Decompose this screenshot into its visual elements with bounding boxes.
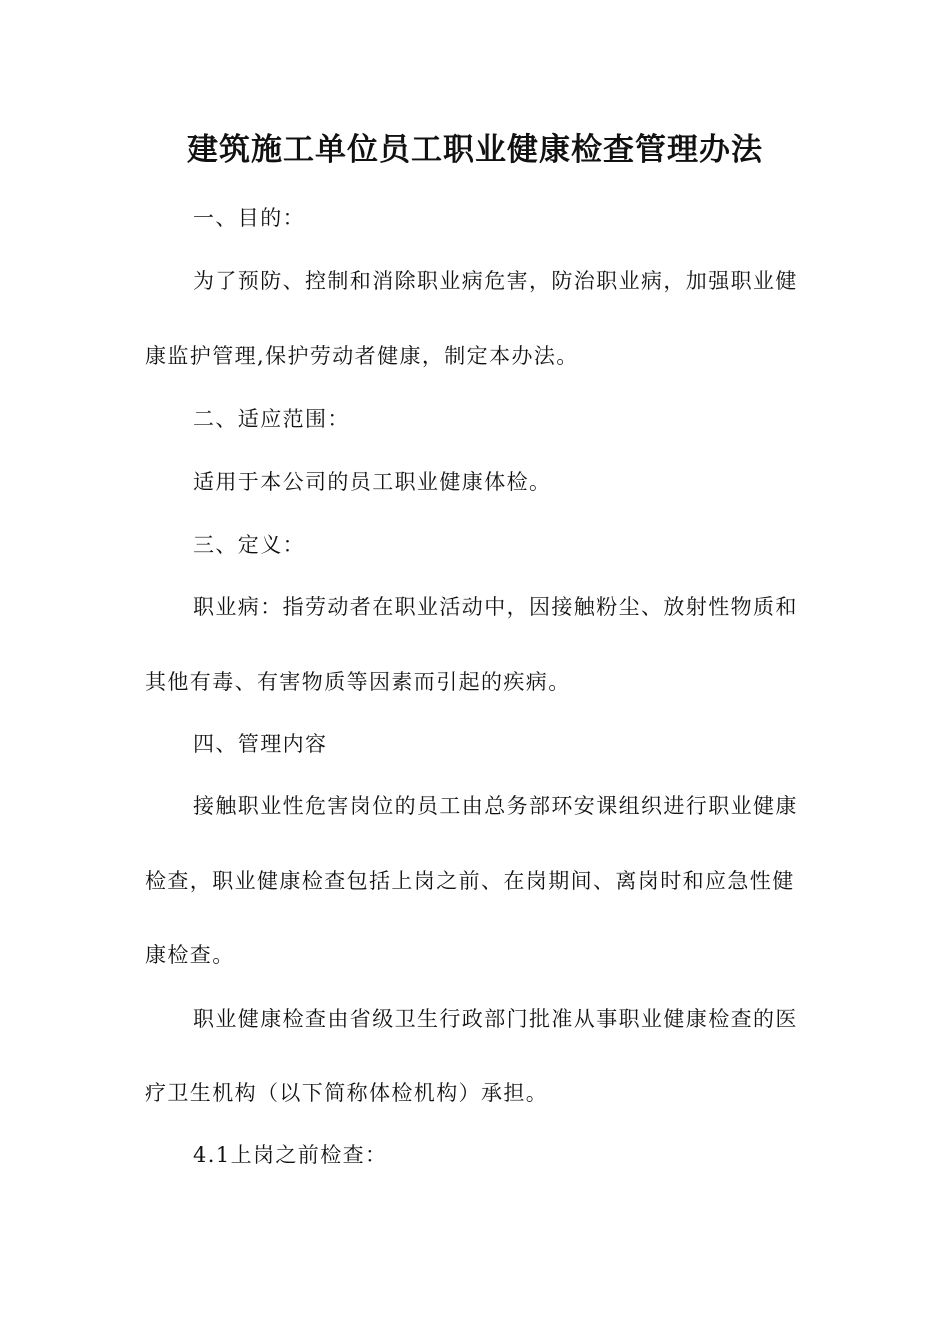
section-heading-scope: 二、适应范围：	[193, 407, 350, 431]
paragraph-line: 疗卫生机构（以下简称体检机构）承担。	[145, 1081, 549, 1105]
paragraph-line: 接触职业性危害岗位的员工由总务部环安课组织进行职业健康	[193, 794, 798, 818]
paragraph-line: 适用于本公司的员工职业健康体检。	[193, 470, 552, 494]
paragraph-line: 检查，职业健康检查包括上岗之前、在岗期间、离岗时和应急性健	[145, 869, 795, 893]
paragraph-line: 职业病：指劳动者在职业活动中，因接触粉尘、放射性物质和	[193, 595, 798, 619]
paragraph-line: 职业健康检查由省级卫生行政部门批准从事职业健康检查的医	[193, 1007, 798, 1031]
section-heading-management: 四、管理内容	[193, 732, 328, 756]
document-title: 建筑施工单位员工职业健康检查管理办法	[187, 132, 763, 168]
subsection-heading: 4.1上岗之前检查：	[193, 1143, 388, 1167]
paragraph-line: 为了预防、控制和消除职业病危害，防治职业病，加强职业健	[193, 269, 798, 293]
paragraph-line: 康监护管理,保护劳动者健康，制定本办法。	[145, 344, 579, 368]
paragraph-line: 其他有毒、有害物质等因素而引起的疾病。	[145, 670, 571, 694]
section-heading-definition: 三、定义：	[193, 533, 305, 557]
section-heading-purpose: 一、目的：	[193, 206, 305, 230]
paragraph-line: 康检查。	[145, 943, 235, 967]
